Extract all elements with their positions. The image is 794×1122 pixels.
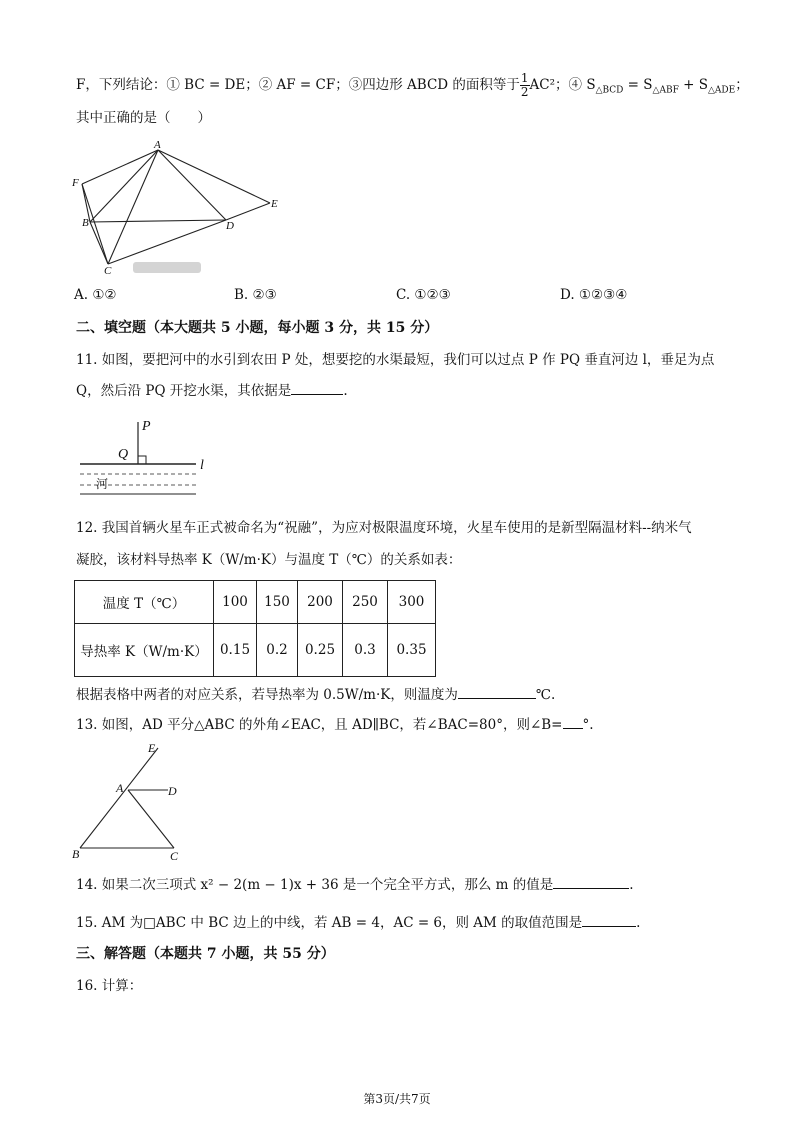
label-river: 河 — [96, 477, 109, 491]
q11-figure — [70, 412, 220, 498]
label-p: P — [142, 419, 151, 434]
segment-ad — [158, 150, 226, 220]
table-cell: 0.15 — [214, 624, 257, 677]
table-cell: 0.3 — [343, 624, 388, 677]
table-cell: 0.25 — [298, 624, 343, 677]
q10-prefix: F，下列结论：① BC = DE；② AF = CF；③四边形 ABCD 的面积等于 — [76, 77, 520, 93]
right-angle-mark — [138, 456, 146, 464]
table-cell: 0.2 — [257, 624, 298, 677]
label-f: F — [72, 177, 79, 189]
q15-line: 15. AM 为□ABC 中 BC 边上的中线，若 AB = 4，AC = 6，则 AM 的取值范围是 . — [76, 912, 640, 933]
q11-line1: 11. 如图，要把河中的水引到农田 P 处，想要挖的水渠最短，我们可以过点 P 作 PQ 垂直河边 l，垂足为点 — [76, 352, 715, 368]
option-d: D. ①②③④ — [560, 287, 628, 303]
label-l: l — [200, 458, 204, 473]
table-cell: 0.35 — [388, 624, 436, 677]
table-header-conductivity: 导热率 K（W/m·K） — [75, 624, 214, 677]
segment-be — [80, 748, 158, 848]
q12-table — [74, 580, 436, 677]
label-d: D — [226, 220, 234, 232]
label-q: Q — [118, 447, 129, 462]
option-b: B. ②③ — [234, 287, 277, 303]
q13-line1: 13. 如图，AD 平分△ABC 的外角∠EAC，且 AD∥BC，若∠BAC=80°，则∠B= °. — [76, 714, 594, 735]
segment-bc — [90, 222, 108, 264]
q12-line1: 12. 我国首辆火星车正式被命名为“祝融”，为应对极限温度环境，火星车使用的是新型隔温材料--纳米气 — [76, 520, 692, 536]
segment-de — [226, 203, 270, 220]
q12-line3: 根据表格中两者的对应关系，若导热率为 0.5W/m·K，则温度为 ℃. — [76, 684, 555, 705]
q11-line2: Q，然后沿 PQ 开挖水渠，其依据是 . — [76, 380, 348, 401]
table-cell: 200 — [298, 581, 343, 624]
label-d: D — [168, 784, 177, 798]
q12-answer-blank — [458, 684, 536, 699]
table-row — [75, 581, 436, 624]
label-a: A — [116, 781, 124, 795]
q15-answer-blank — [582, 912, 636, 927]
table-cell: 100 — [214, 581, 257, 624]
q13-answer-blank — [563, 714, 583, 729]
table-cell: 150 — [257, 581, 298, 624]
q10-conclusions: F，下列结论：① BC = DE；② AF = CF；③四边形 ABCD 的面积等于 $\frac{1}{2}$ AC²；④ $S_{\triangle BCD} = S_{\triangle ABF} + S_{\triangle ADE}$； — [76, 71, 749, 99]
table-cell: 250 — [343, 581, 388, 624]
q16-line: 16. 计算： — [76, 978, 143, 994]
segment-ac — [128, 790, 174, 848]
label-c: C — [170, 849, 179, 863]
segment-fa — [82, 150, 158, 184]
label-e: E — [148, 741, 156, 755]
label-e: E — [271, 198, 278, 210]
label-c: C — [104, 265, 112, 277]
q10-question: 其中正确的是（ ） — [76, 110, 211, 126]
fraction: $\frac{1}{2}$ — [520, 71, 529, 99]
scan-smudge — [133, 262, 201, 273]
segment-ac — [108, 150, 158, 264]
section-3-title: 三、解答题（本题共 7 小题，共 55 分） — [76, 946, 335, 962]
segment-cd — [108, 220, 226, 264]
table-header-temperature: 温度 T（℃） — [75, 581, 214, 624]
table-cell: 300 — [388, 581, 436, 624]
q10-figure — [70, 140, 290, 280]
option-a: A. ①② — [74, 287, 117, 303]
label-b: B — [82, 217, 89, 229]
section-2-title: 二、填空题（本大题共 5 小题，每小题 3 分，共 15 分） — [76, 320, 439, 336]
q14-answer-blank — [553, 874, 629, 889]
q14-line: 14. 如果二次三项式 x² − 2(m − 1)x + 36 是一个完全平方式，那么 m 的值是 . — [76, 874, 634, 895]
page-footer: 第3页/共7页 — [363, 1092, 431, 1106]
table-row — [75, 624, 436, 677]
segment-ae — [158, 150, 270, 203]
label-a: A — [154, 140, 161, 151]
q12-line2: 凝胶，该材料导热率 K（W/m·K）与温度 T（℃）的关系如表： — [76, 552, 462, 568]
segment-bd — [90, 220, 226, 222]
label-b: B — [72, 847, 80, 861]
q11-answer-blank — [291, 380, 343, 395]
segment-ab — [90, 150, 158, 222]
q13-figure — [66, 740, 196, 864]
option-c: C. ①②③ — [396, 287, 451, 303]
